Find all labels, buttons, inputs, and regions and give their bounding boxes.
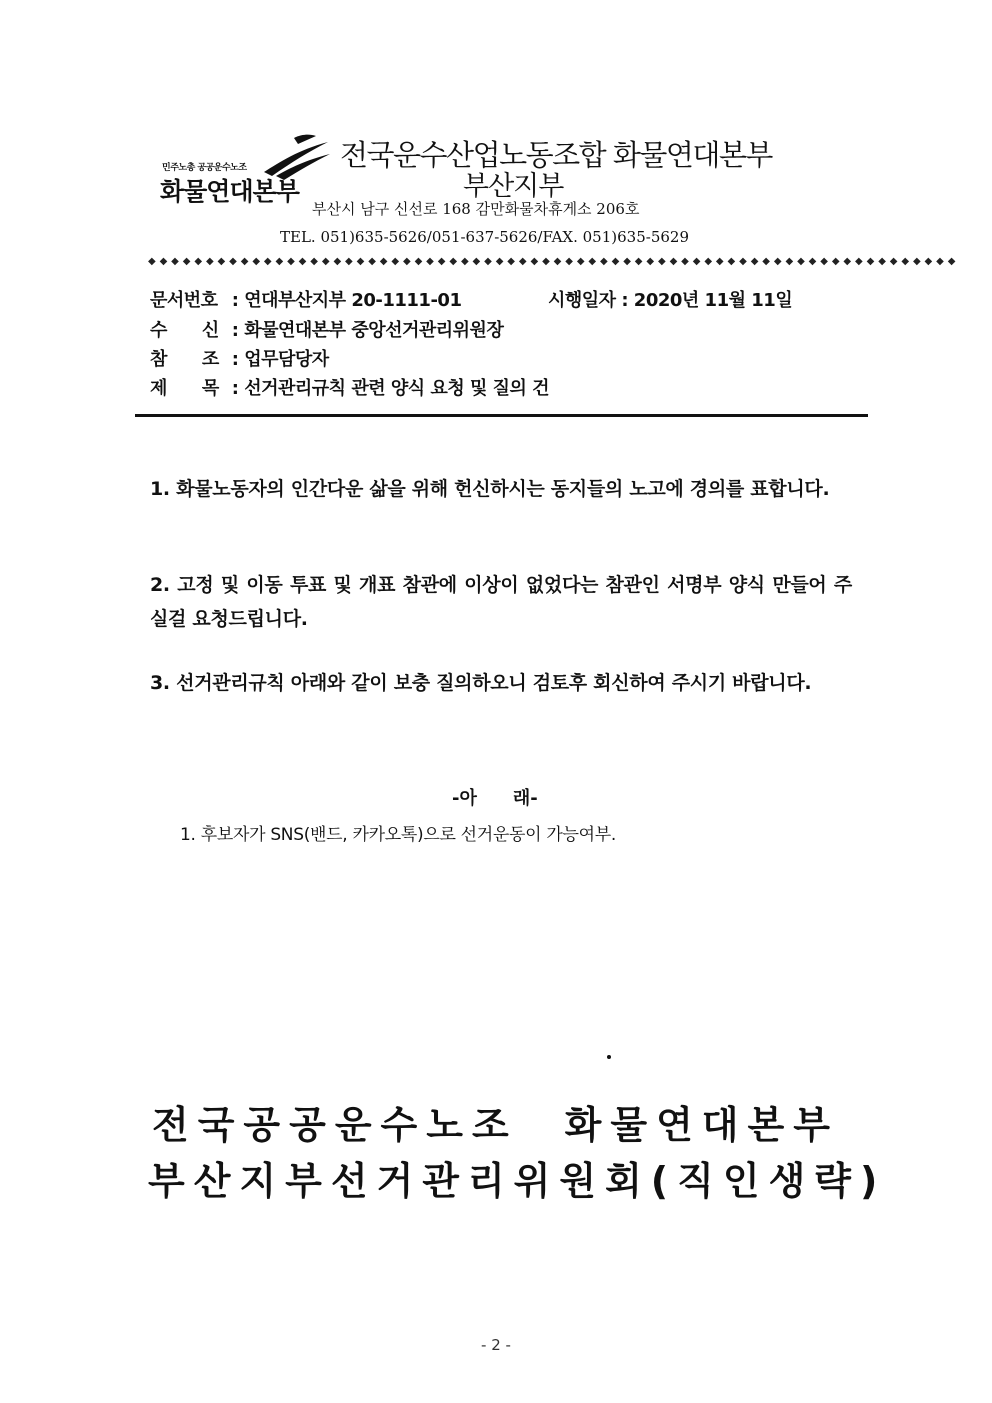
issue-date-value: : 2020년 11월 11일 <box>621 290 793 311</box>
logo-wordmark: 화물연대본부 <box>160 177 299 206</box>
issue-date-row <box>548 286 792 312</box>
header-rule <box>135 414 868 417</box>
doc-number-value: : 연대부산지부 20-1111-01 <box>231 290 462 311</box>
logo-caption: 민주노총 공공운수노조 <box>162 163 247 173</box>
doc-number-row <box>150 286 461 312</box>
recipient-label: 수 신 <box>150 320 219 341</box>
organization-name: 전국운수산업노동조합 화물연대본부 <box>340 138 772 172</box>
reference-value: : 업무담당자 <box>231 349 329 370</box>
organization-branch: 부산지부 <box>463 171 564 202</box>
reference-label: 참 조 <box>150 349 219 370</box>
page-number: - 2 - <box>481 1336 511 1354</box>
signature-line-2: 부산지부선거관리위원회(직인생략) <box>148 1159 887 1203</box>
issue-date-label: 시행일자 <box>548 290 616 311</box>
paragraph-2: 2. 고정 및 이동 투표 및 개표 참관에 이상이 없었다는 참관인 서명부 양식 만들어 주실걸 요청드립니다. <box>150 574 852 630</box>
stray-mark <box>607 1055 611 1059</box>
subject-row <box>150 374 549 400</box>
signature-line-1: 전국공공운수노조 화물연대본부 <box>152 1103 839 1147</box>
address: 부산시 남구 신선로 168 감만화물차휴게소 206호 <box>312 200 640 218</box>
list-heading: -아 래- <box>452 788 538 809</box>
subject-label: 제 목 <box>150 378 219 399</box>
decorative-divider: ◆◆◆◆◆◆◆◆◆◆◆◆◆◆◆◆◆◆◆◆◆◆◆◆◆◆◆◆◆◆◆◆◆◆◆◆◆◆◆◆◆◆◆◆◆◆◆◆◆◆◆◆◆◆◆◆◆◆◆◆◆◆◆◆◆◆◆◆◆◆ <box>148 256 960 267</box>
recipient-value: : 화물연대본부 중앙선거관리위원장 <box>231 320 504 341</box>
doc-number-label: 문서번호 <box>150 290 218 311</box>
reference-row <box>150 345 329 371</box>
paragraph-1: 1. 화물노동자의 인간다운 삶을 위해 헌신하시는 동지들의 노고에 경의를 표합니다. <box>150 478 830 500</box>
subject-value: : 선거관리규칙 관련 양식 요청 및 질의 건 <box>231 378 550 399</box>
list-item-1: 1. 후보자가 SNS(밴드, 카카오톡)으로 선거운동이 가능여부. <box>180 825 616 845</box>
contact-numbers: TEL. 051)635-5626/051-637-5626/FAX. 051)635-5629 <box>280 228 689 246</box>
paragraph-3: 3. 선거관리규칙 아래와 같이 보충 질의하오니 검토후 회신하여 주시기 바랍니다. <box>150 672 812 694</box>
recipient-row <box>150 316 503 342</box>
